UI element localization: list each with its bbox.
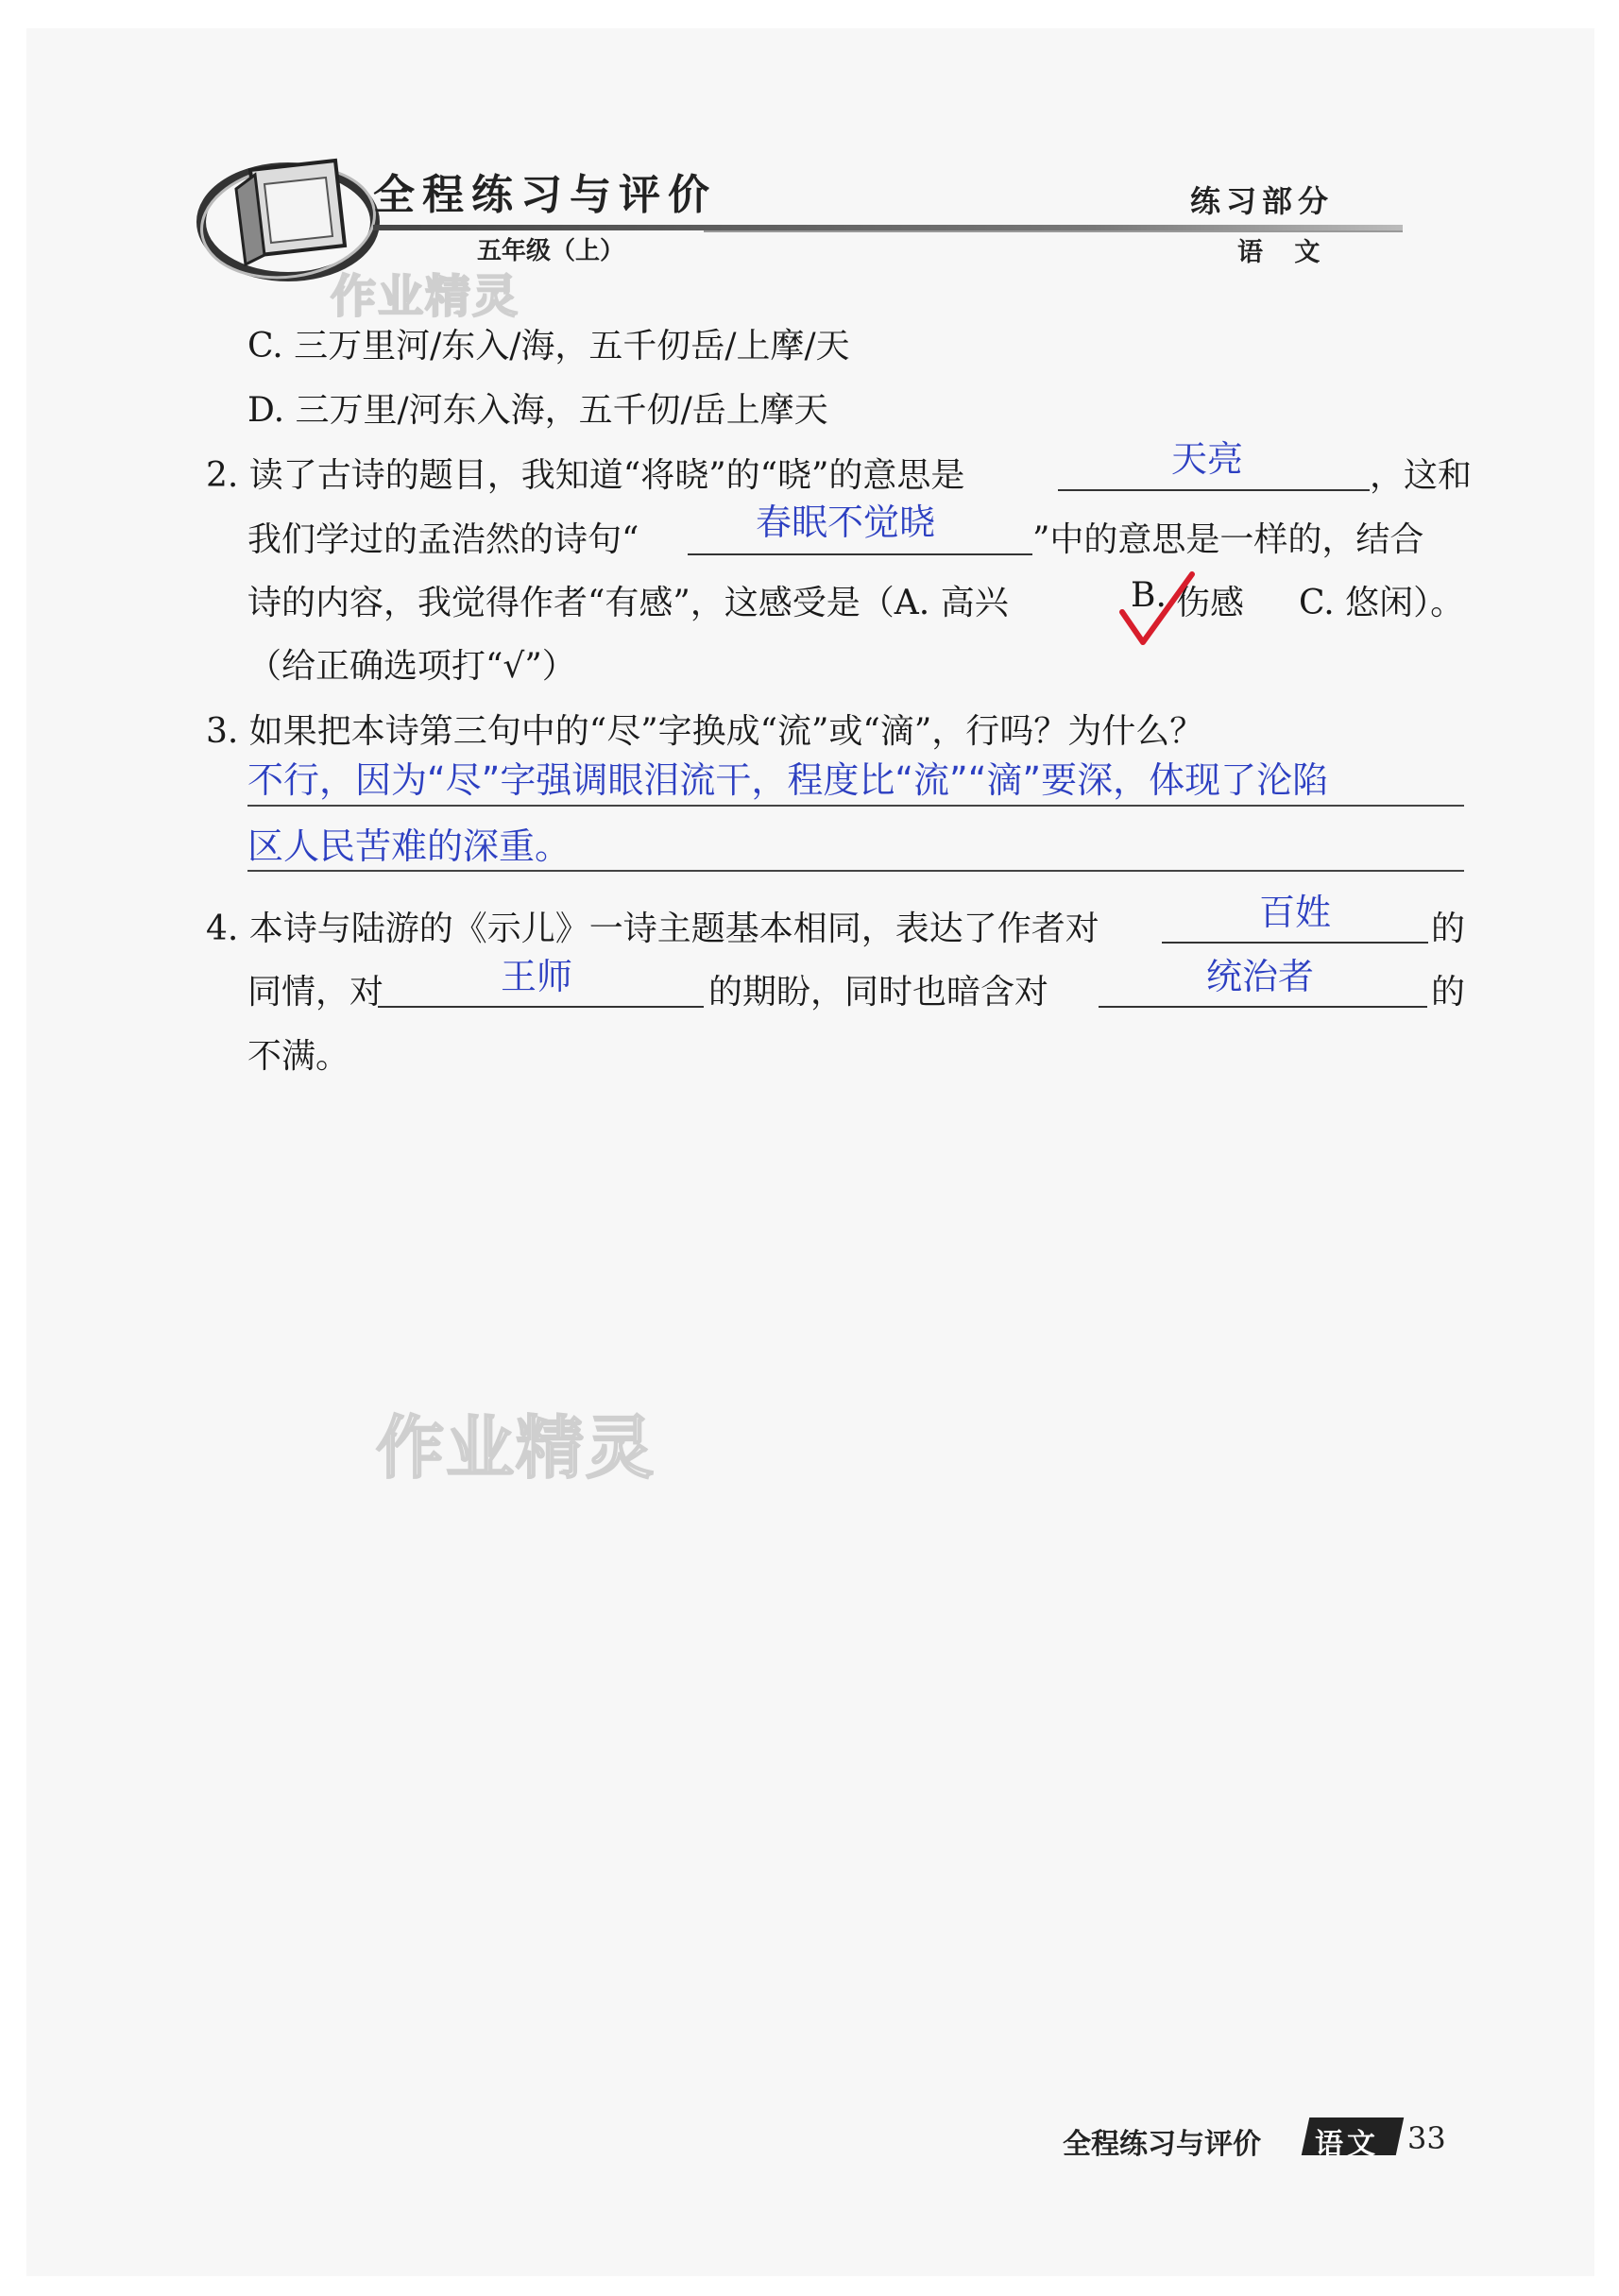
q3-answer-line1: 不行，因为“尽”字强调眼泪流干，程度比“流”“滴”要深，体现了沦陷 [247, 759, 1329, 801]
q2-blank1 [1058, 489, 1370, 491]
footer-title: 全程练习与评价 [1063, 2128, 1261, 2161]
option-d: D. 三万里/河东入海，五千仞/岳上摩天 [247, 391, 828, 430]
section-label: 练习部分 [1190, 183, 1335, 219]
q4-line1-end: 的 [1431, 910, 1466, 948]
q4-line3: 不满。 [247, 1037, 350, 1076]
q3-answer-rule2 [247, 870, 1464, 872]
q4-line2-end: 的 [1431, 973, 1466, 1012]
q4-blank2 [378, 1006, 704, 1008]
q2-choice-c: C. 悠闲）。 [1299, 584, 1465, 622]
q4-line1: 4. 本诗与陆游的《示儿》一诗主题基本相同，表达了作者对 [206, 910, 1099, 948]
q3-question: 3. 如果把本诗第三句中的“尽”字换成“流”或“滴”，行吗？为什么？ [206, 712, 1204, 751]
watermark-middle: 作业精灵 [376, 1408, 656, 1488]
q2-answer1: 天亮 [1171, 438, 1244, 480]
q2-line1-end: ，这和 [1370, 456, 1473, 495]
q4-answer1: 百姓 [1259, 892, 1332, 933]
q4-blank3 [1099, 1006, 1427, 1008]
q3-answer-rule1 [247, 805, 1464, 807]
q4-line2-mid: 的期盼，同时也暗含对 [708, 973, 1049, 1012]
q2-answer2: 春眠不觉晓 [756, 502, 936, 543]
q2-line3: 诗的内容，我觉得作者“有感”，这感受是（A. 高兴 [247, 584, 1009, 622]
q4-blank1 [1162, 942, 1428, 944]
q2-line2-end: ”中的意思是一样的，结合 [1032, 520, 1424, 559]
q2-line1: 2. 读了古诗的题目，我知道“将晓”的“晓”的意思是 [206, 456, 965, 495]
q2-line4: （给正确选项打“√”） [247, 647, 576, 686]
book-title: 全程练习与评价 [373, 171, 717, 219]
check-mark-icon [1115, 567, 1200, 652]
q2-choice-b-text: 伤感 [1176, 584, 1245, 622]
page-number: 33 [1407, 2120, 1446, 2156]
q2-choice-b: B. [1131, 576, 1167, 615]
q2-blank2 [688, 553, 1032, 555]
q4-answer2: 王师 [501, 956, 573, 997]
watermark-top: 作业精灵 [331, 270, 520, 323]
q3-answer-line2: 区人民苦难的深重。 [247, 825, 571, 867]
q4-answer3: 统治者 [1206, 956, 1315, 997]
q4-line2-start: 同情，对 [247, 973, 384, 1012]
grade-label: 五年级（上） [477, 237, 625, 265]
subject-label: 语 文 [1237, 238, 1332, 267]
footer-badge: 语文 [1315, 2128, 1379, 2161]
option-c: C. 三万里河/东入/海，五千仞岳/上摩/天 [247, 327, 850, 366]
q2-line2-start: 我们学过的孟浩然的诗句“ [247, 520, 639, 559]
